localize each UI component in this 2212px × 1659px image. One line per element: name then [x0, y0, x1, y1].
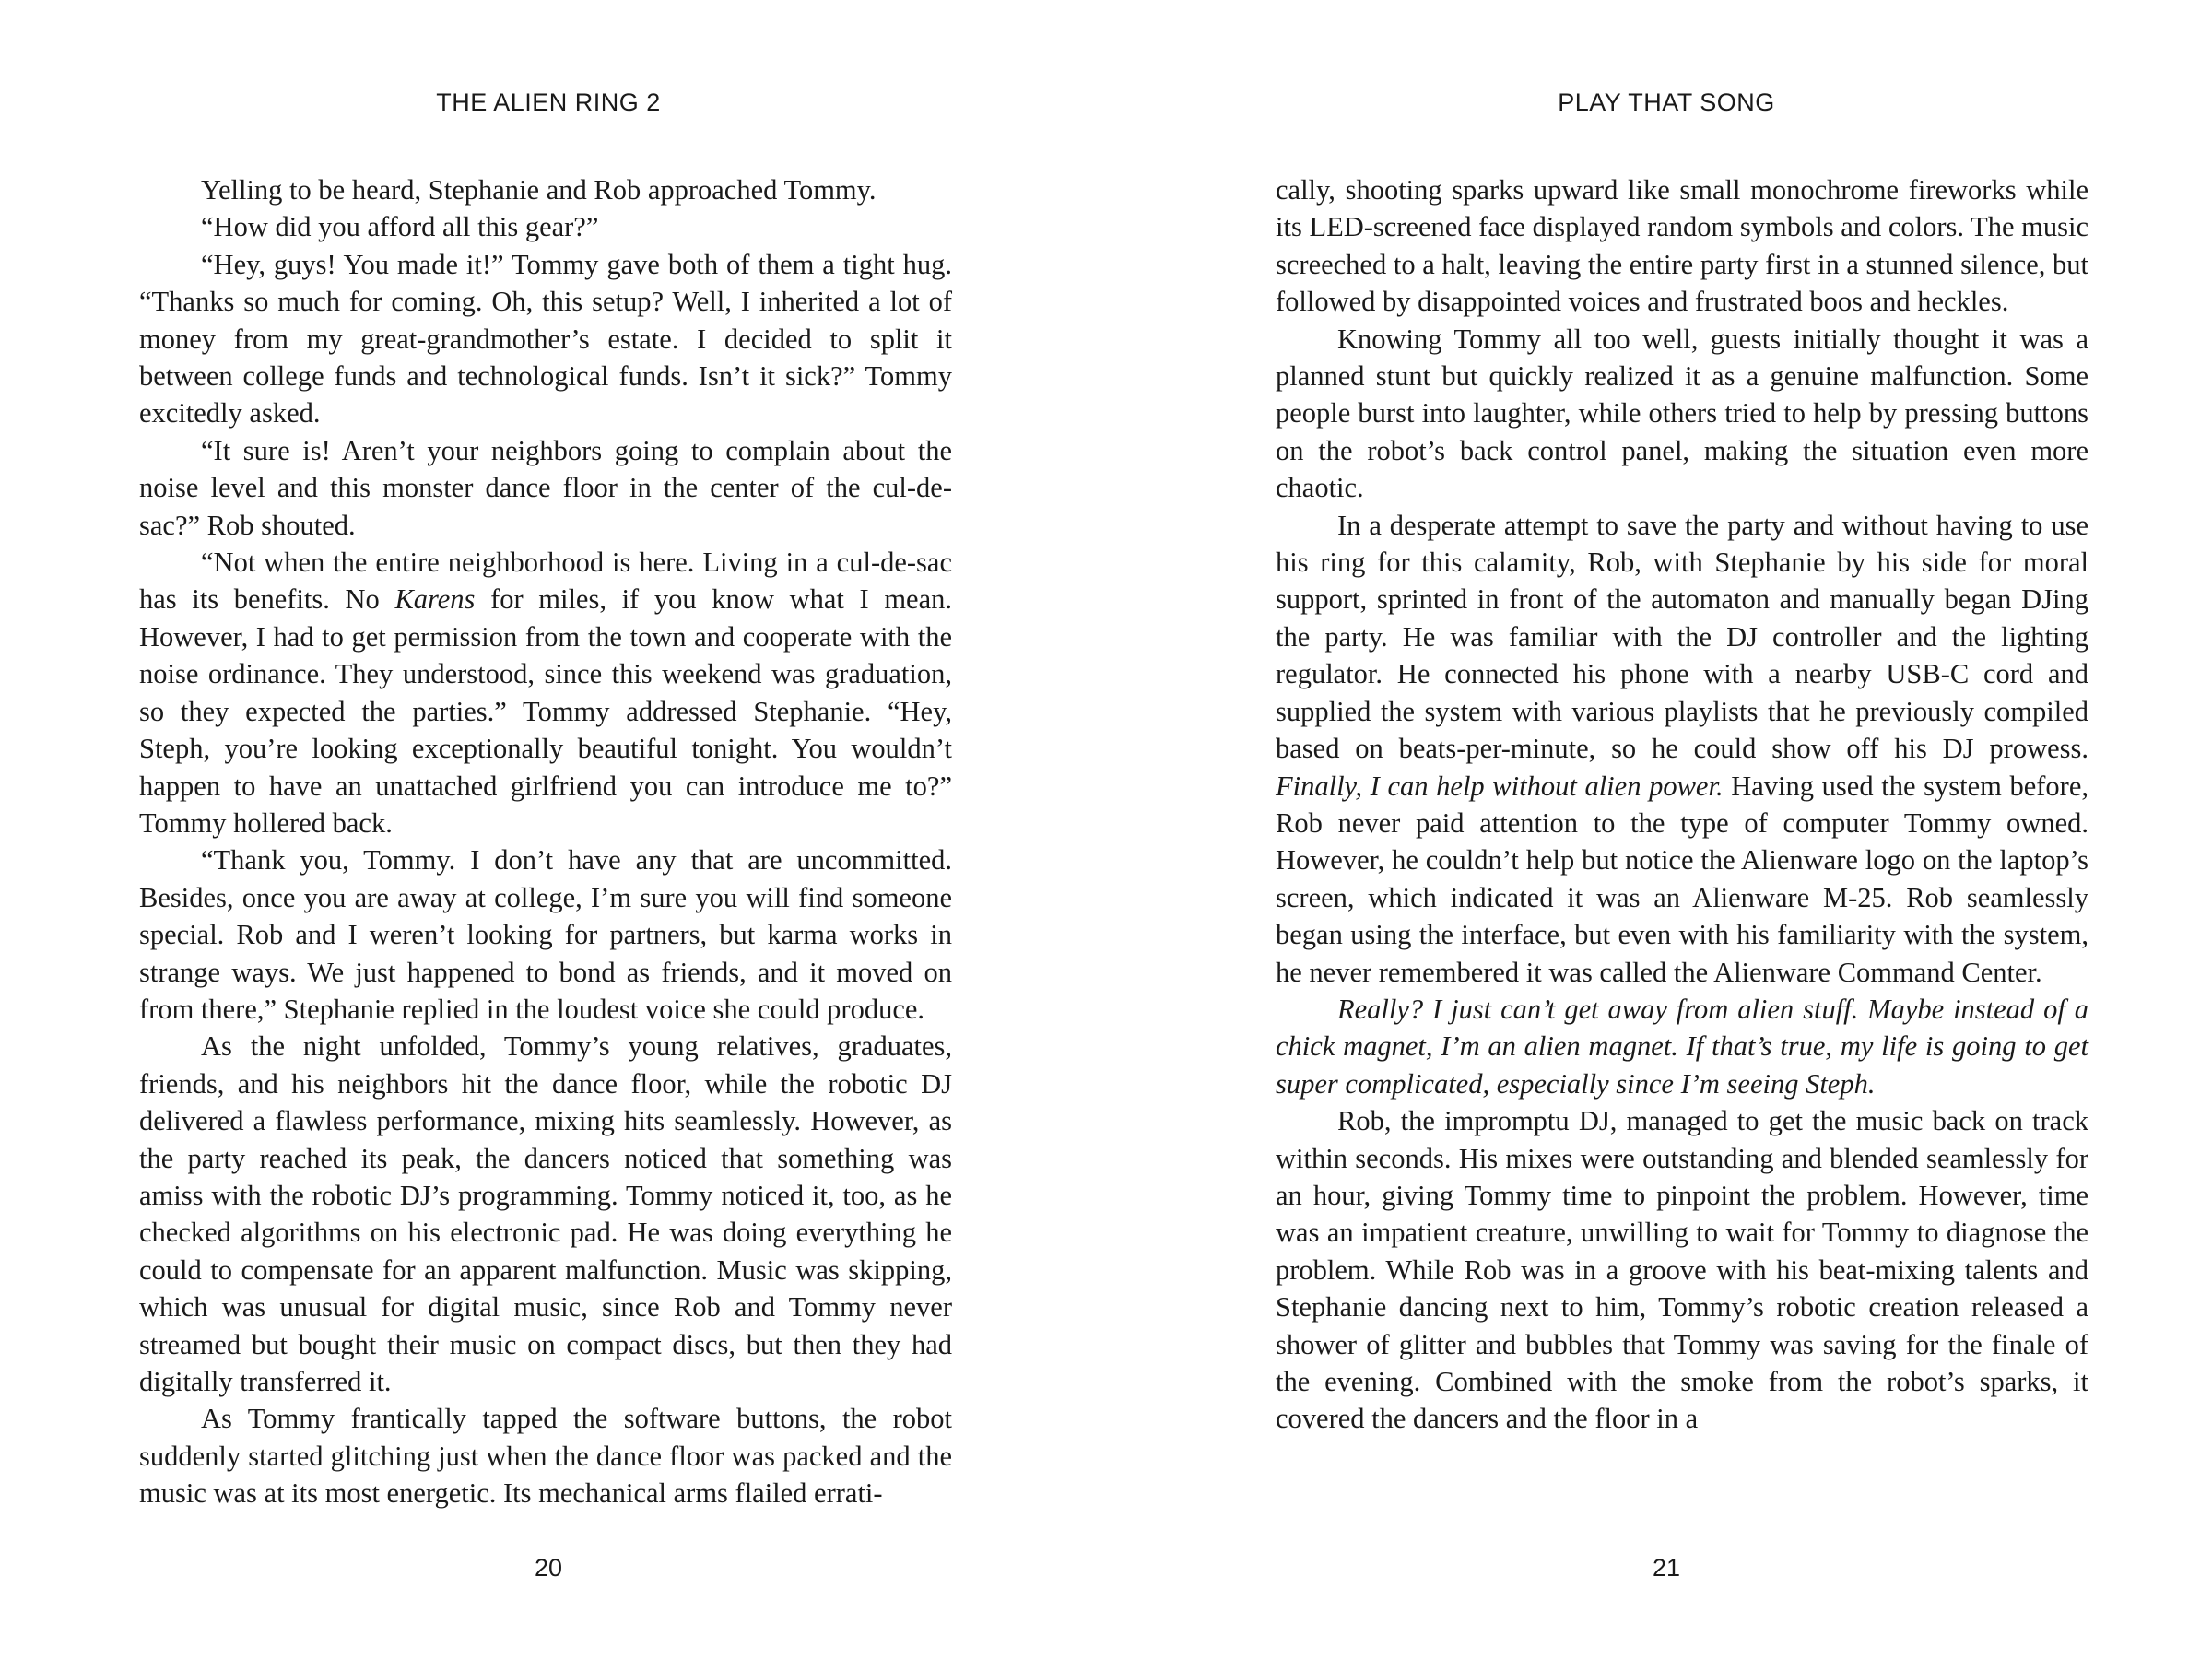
- running-head-right: PLAY THAT SONG: [1558, 88, 1775, 116]
- left-page-body: [139, 171, 952, 1512]
- paragraph-segment: “Not when the entire neighborhood is here. Living in a cul-de-sac has its benefits. No: [139, 547, 952, 616]
- paragraph: As Tommy frantically tapped the software buttons, the robot suddenly started glitching just when the dance floor was packed and the music was at its most energetic. Its mechanical arms flailed errati-: [139, 1403, 952, 1510]
- paragraph: [1276, 507, 2088, 991]
- paragraph: “How did you afford all this gear?”: [201, 211, 599, 243]
- paragraph-segment: for miles, if you know what I mean. However, I had to get permission from the town and cooperate with the noise ordinance. They understood, since this weekend was graduation, so they expected the parties.” Tommy addressed Stephanie. “Hey, Steph, you’re looking exceptionally beautiful tonight. You wouldn’t happen to have an unattached girlfriend you can introduce me to?” Tommy hollered back.: [139, 583, 952, 839]
- paragraph-italic: [1276, 991, 2088, 1102]
- paragraph: cally, shooting sparks upward like small monochrome fireworks while its LED-screened face displayed random symbols and colors. The music screeched to a halt, leaving the entire party first in a stunned silence, but followed by disappointed voices and frustrated boos and heckles.: [1276, 174, 2088, 318]
- paragraph: “It sure is! Aren’t your neighbors going to complain about the noise level and this monster dance floor in the center of the cul-de-sac?” Rob shouted.: [139, 434, 952, 541]
- right-page: [1106, 0, 2212, 1659]
- paragraph: [139, 544, 952, 841]
- paragraph-italic-segment: Karens: [394, 583, 476, 616]
- paragraph: Yelling to be heard, Stephanie and Rob approached Tommy.: [201, 174, 877, 206]
- paragraph: As the night unfolded, Tommy’s young relatives, graduates, friends, and his neighbors hit the dance floor, while the robotic DJ delivered a flawless performance, mixing hits seamlessly. However, as the party reached its peak, the dancers noticed that something was amiss with the robotic DJ’s programming. Tommy noticed it, too, as he checked algorithms on his electronic pad. He was doing everything he could to compensate for an apparent malfunction. Music was skipping, which was unusual for digital music, since Rob and Tommy never streamed but bought their music on compact discs, but then they had digitally transferred it.: [139, 1030, 952, 1397]
- inner-thought: Really? I just can’t get away from alien stuff. Maybe instead of a chick magnet, I’m an alien magnet. If that’s true, my life is going to get super complicated, especially since I’m seeing Steph.: [1276, 993, 2088, 1100]
- page-number-right: 21: [1652, 1554, 1681, 1582]
- paragraph-italic-segment: Finally, I can help without alien power.: [1276, 770, 1724, 802]
- paragraph-segment: Having used the system before, Rob never paid attention to the type of computer Tommy owned. However, he couldn’t help but notice the Alienware logo on the laptop’s screen, which indicated it was an Alienware M-25. Rob seamlessly began using the interface, but even with his familiarity with the system, he never remembered it was called the Alienware Command Center.: [1276, 770, 2088, 988]
- right-page-body: [1276, 171, 2088, 1438]
- paragraph: “Hey, guys! You made it!” Tommy gave both of them a tight hug. “Thanks so much for coming. Oh, this setup? Well, I inherited a lot of money from my great-grandmother’s estate. I decided to split it between college funds and technological funds. Isn’t it sick?” Tommy excitedly asked.: [139, 248, 952, 429]
- running-head-left: THE ALIEN RING 2: [436, 88, 661, 116]
- paragraph: “Thank you, Tommy. I don’t have any that are uncommitted. Besides, once you are away at college, I’m sure you will find someone special. Rob and I weren’t looking for partners, but karma works in strange ways. We just happened to bond as friends, and it moved on from there,” Stephanie replied in the loudest voice she could produce.: [139, 844, 952, 1025]
- page-number-left: 20: [534, 1554, 563, 1582]
- paragraph-segment: In a desperate attempt to save the party and without having to use his ring for this calamity, Rob, with Stephanie by his side for moral support, sprinted in front of the automaton and manually began DJing the party. He was familiar with the DJ controller and the lighting regulator. He connected his phone with a nearby USB-C cord and supplied the system with various playlists that he previously compiled based on beats-per-minute, so he could show off his DJ prowess.: [1276, 509, 2088, 765]
- paragraph: Rob, the impromptu DJ, managed to get the music back on track within seconds. His mixes were outstanding and blended seamlessly for an hour, giving Tommy time to pinpoint the problem. However, time was an impatient creature, unwilling to wait for Tommy to diagnose the problem. While Rob was in a groove with his beat-mixing talents and Stephanie dancing next to him, Tommy’s robotic creation released a shower of glitter and bubbles that Tommy was saving for the finale of the evening. Combined with the smoke from the robot’s sparks, it covered the dancers and the floor in a: [1276, 1105, 2088, 1435]
- paragraph: Knowing Tommy all too well, guests initially thought it was a planned stunt but quickly realized it as a genuine malfunction. Some people burst into laughter, while others tried to help by pressing buttons on the robot’s back control panel, making the situation even more chaotic.: [1276, 323, 2088, 504]
